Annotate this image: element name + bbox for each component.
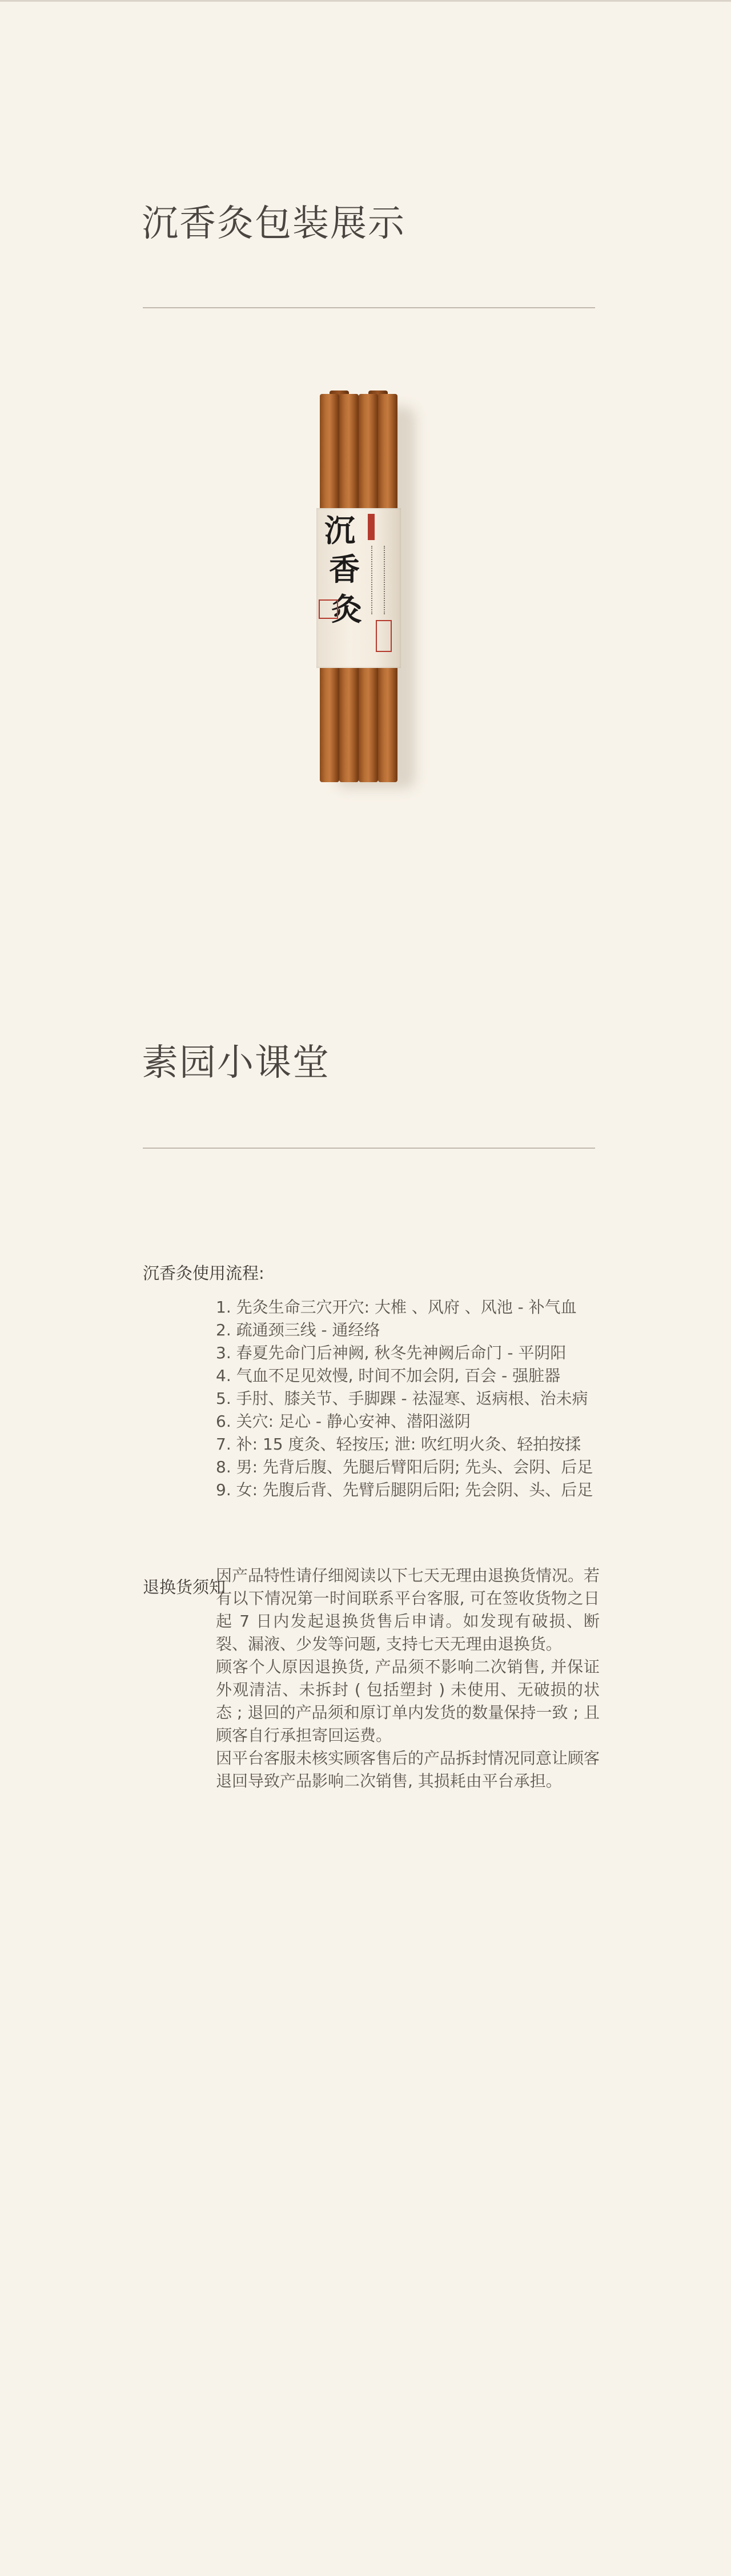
section-title-display: 沉香灸包装展示 [142,203,405,245]
usage-step: 7. 补: 15 度灸、轻按压; 泄: 吹红明火灸、轻拍按揉 [216,1435,581,1454]
usage-step: 9. 女: 先腹后背、先臂后腿阴后阳; 先会阴、头、后足 [216,1480,593,1499]
label-char: 灸 [331,591,362,627]
product-label-wrap [316,508,401,668]
vertical-label-text [384,546,391,614]
usage-steps-list [216,1296,604,1502]
usage-step: 5. 手肘、膝关节、手脚踝 - 祛湿寒、返病根、治未病 [216,1389,588,1408]
returns-paragraph: 顾客个人原因退换货, 产品须不影响二次销售, 并保证外观清洁、未拆封 ( 包括塑封 ) 未使用、无破损的状态 ; 退回的产品须和原订单内发货的数量保持一致 ; 且顾客自行承担寄回运费。 [216,1657,600,1745]
red-seal-stamp [376,620,392,652]
returns-heading: 退换货须知 [143,1577,226,1597]
red-seal-strip [368,514,375,540]
usage-step: 2. 疏通颈三线 - 通经络 [216,1321,380,1339]
label-char: 沉 [324,512,355,549]
usage-step: 4. 气血不足见效慢, 时间不加会阴, 百会 - 强脏器 [216,1366,561,1385]
vertical-label-text [371,546,378,614]
incense-bundle-image [320,394,405,782]
section-title-class: 素园小课堂 [142,1042,330,1084]
usage-step: 8. 男: 先背后腹、先腿后臂阳后阴; 先头、会阴、后足 [216,1458,593,1476]
red-seal-stamp [319,599,338,619]
usage-step: 6. 关穴: 足心 - 静心安神、潜阳滋阴 [216,1412,471,1431]
returns-notice [216,1564,600,1793]
returns-paragraph: 因产品特性请仔细阅读以下七天无理由退换货情况。若有以下情况第一时间联系平台客服, 可在签收货物之日起 7 日内发起退换货售后申请。如发现有破损、断裂、漏液、少发等问题, 支持七天无理由退换货。 [216,1566,600,1653]
top-border [0,0,731,2]
divider-class [143,1148,595,1149]
usage-heading: 沉香灸使用流程: [143,1263,264,1283]
returns-paragraph: 因平台客服未核实顾客售后的产品拆封情况同意让顾客退回导致产品影响二次销售, 其损耗由平台承担。 [216,1749,600,1790]
divider-display [143,307,595,308]
usage-step: 3. 春夏先命门后神阙, 秋冬先神阙后命门 - 平阴阳 [216,1343,567,1362]
usage-step: 1. 先灸生命三穴开穴: 大椎 、风府 、风池 - 补气血 [216,1298,577,1317]
label-char: 香 [329,551,360,587]
